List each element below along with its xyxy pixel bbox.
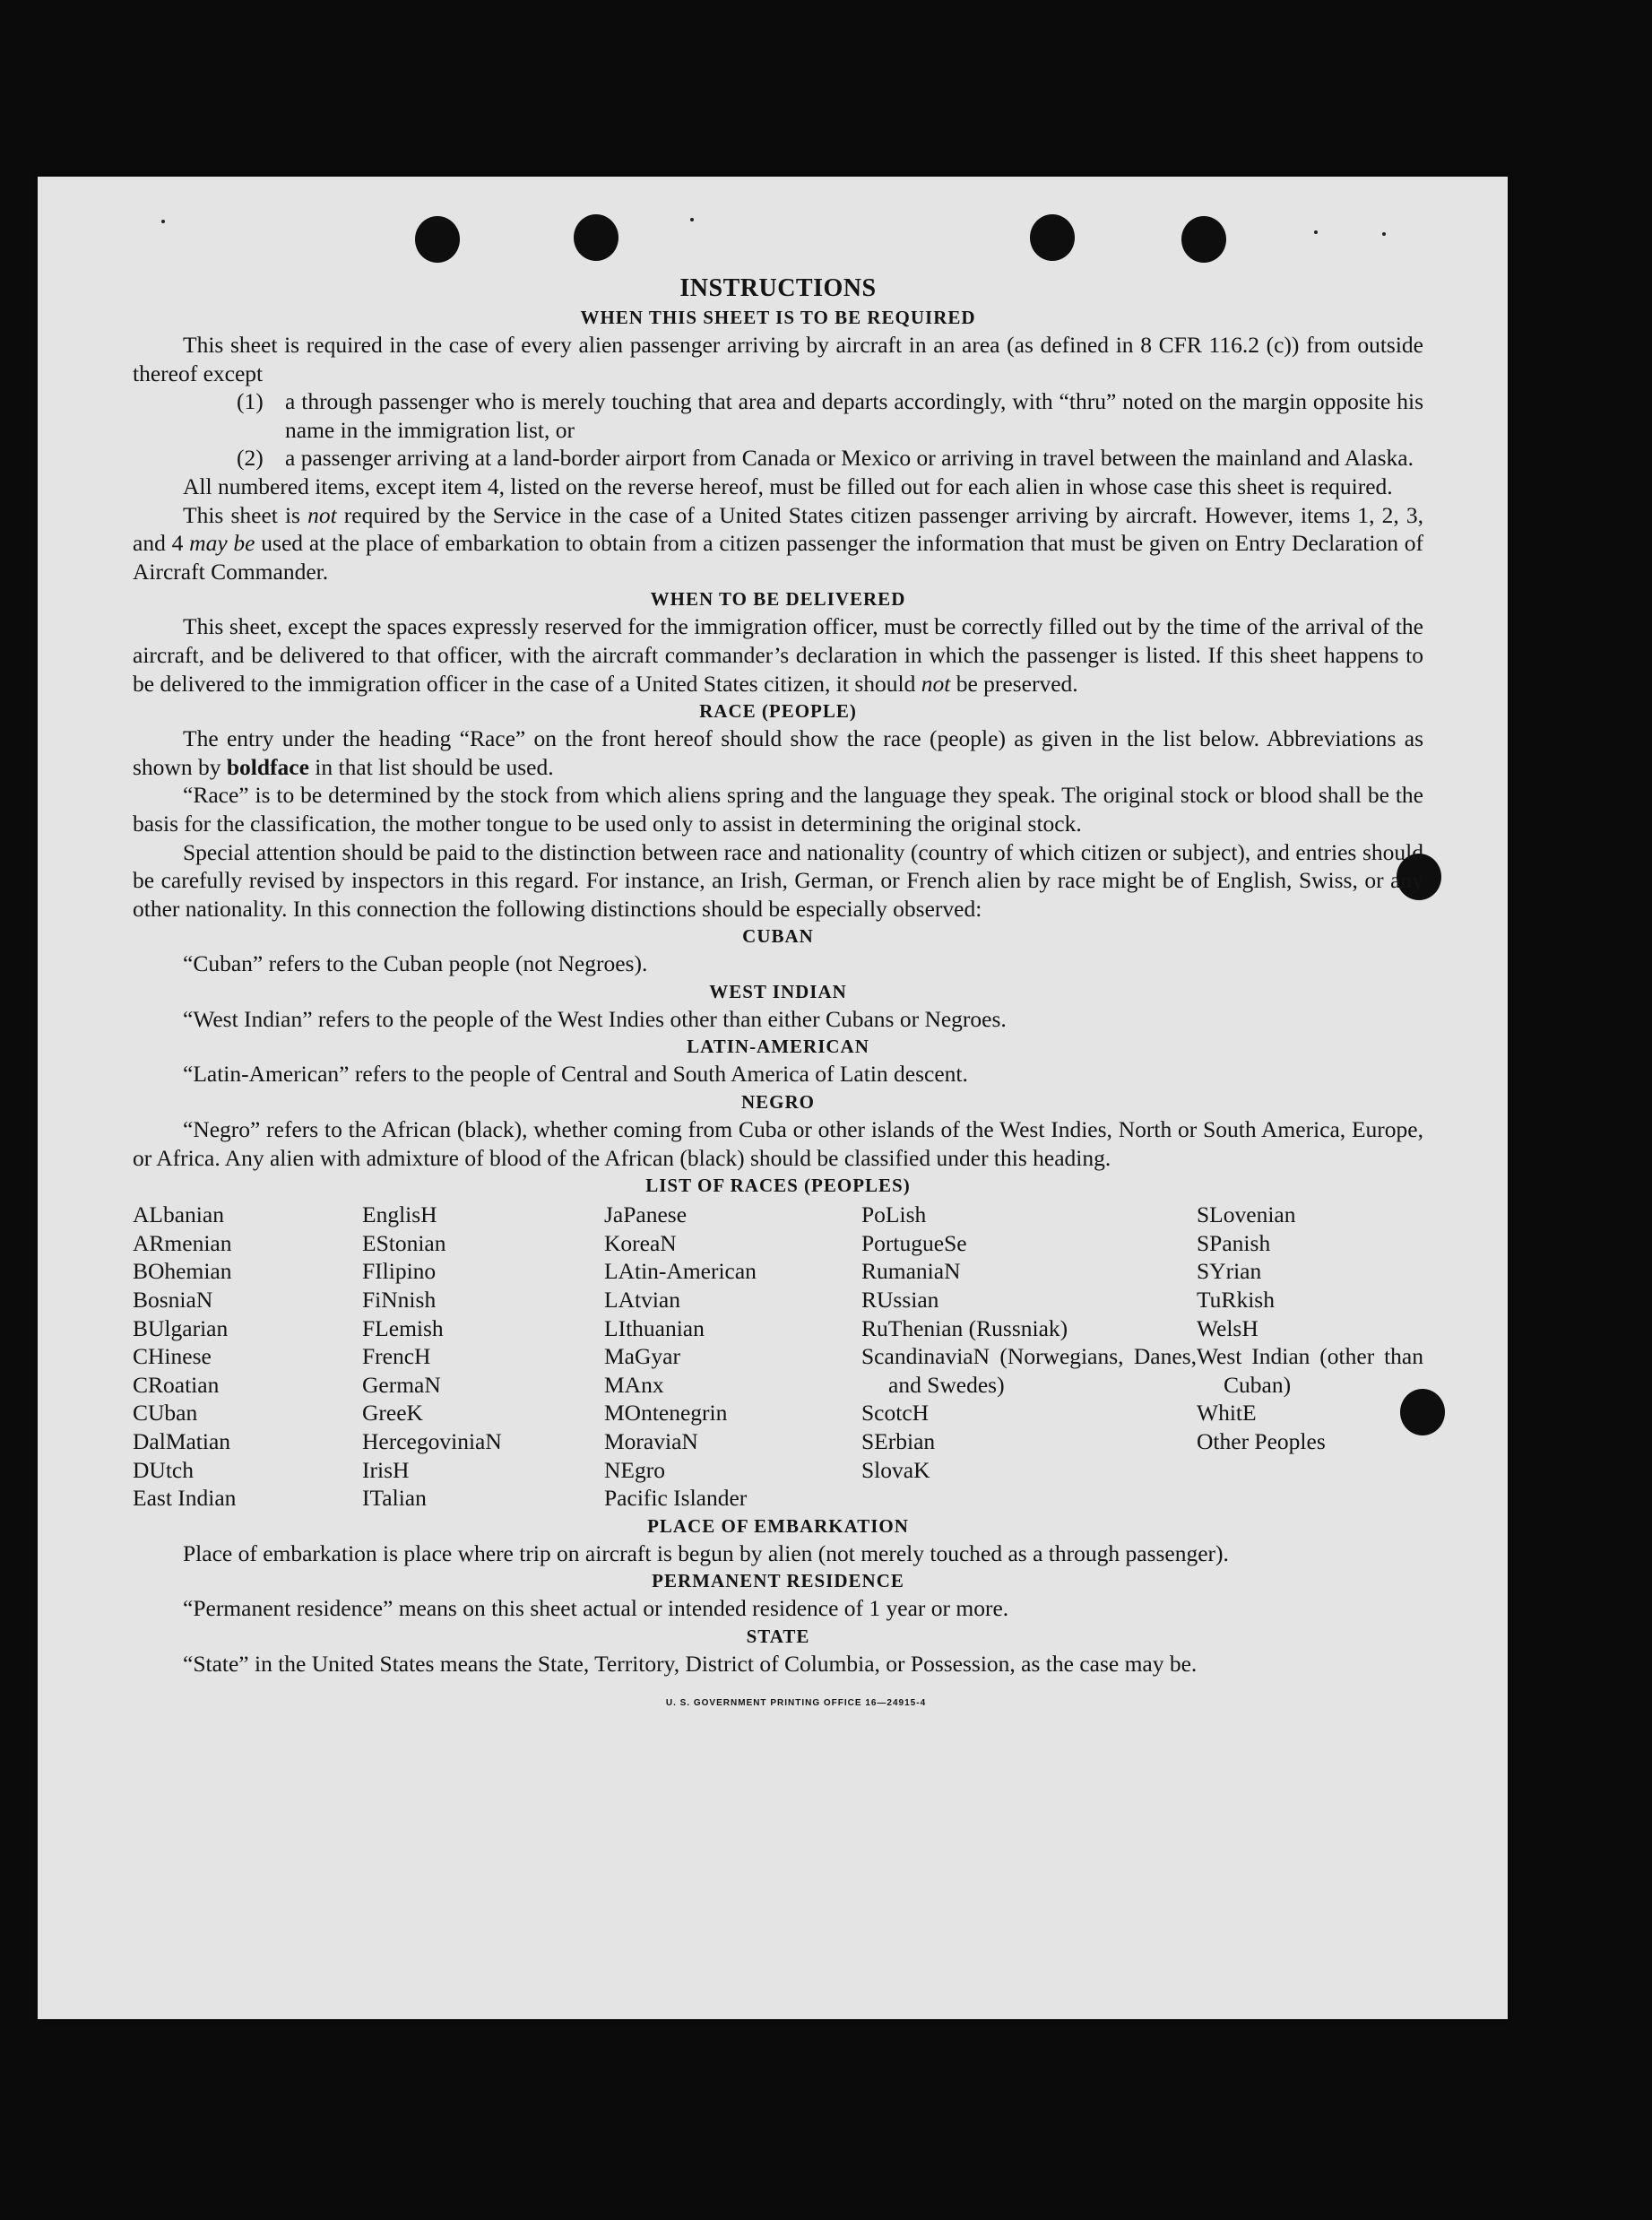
document-sheet xyxy=(38,177,1508,2019)
paragraph: “Race” is to be determined by the stock from which aliens spring and the language they speak. The original stock or blood shall be the basis for the classification, the mother tongue to be used only to assist in determining the original stock. xyxy=(133,782,1423,837)
text-run: This sheet is xyxy=(183,501,308,528)
race-entry: PoLish xyxy=(861,1201,927,1228)
race-entry: BOhemian xyxy=(133,1258,232,1285)
text-run: in that list should be used. xyxy=(308,753,554,780)
race-entry: FrencH xyxy=(362,1343,431,1370)
race-entry: IrisH xyxy=(362,1456,410,1483)
section-heading: WHEN THIS SHEET IS TO BE REQUIRED xyxy=(580,307,976,328)
paragraph: “Permanent residence” means on this sheet actual or intended residence of 1 year or more. xyxy=(183,1595,1009,1622)
paragraph xyxy=(133,612,1423,698)
race-entry: PortugueSe xyxy=(861,1229,967,1256)
paper-speck xyxy=(690,218,694,221)
race-entry: FIlipino xyxy=(362,1258,437,1285)
emphasis-text: not xyxy=(921,670,951,697)
race-entry: MaGyar xyxy=(604,1343,680,1370)
race-entry: LIthuanian xyxy=(604,1314,705,1341)
race-entry: FLemish xyxy=(362,1314,444,1341)
race-entry: DUtch xyxy=(133,1456,194,1483)
race-entry: ITalian xyxy=(362,1485,427,1512)
list-text: a passenger arriving at a land-border airport from Canada or Mexico or arriving in travel between the mainland and Alaska. xyxy=(285,445,1414,472)
punch-hole xyxy=(1181,216,1226,263)
race-entry: SlovaK xyxy=(861,1456,930,1483)
instructions-content xyxy=(133,273,1423,1717)
paragraph: Special attention should be paid to the distinction between race and nationality (country of which citizen or subject), and entries should be carefully revised by inspectors in this regard. For instance, an Irish, German, or French alien by race might be of English, Swiss, or any other nationality. In this connection the following distinctions should be especially observed: xyxy=(133,838,1423,922)
section-heading: PERMANENT RESIDENCE xyxy=(652,1570,904,1592)
page-title: INSTRUCTIONS xyxy=(679,274,877,302)
text-run: This sheet, except the spaces expressly reserved for the immigration officer, must be correctly filled out by the time of the arrival of the aircraft, and be delivered to that officer, with the aircraft commander’s declaration in which the passenger is listed. If this sheet happens to be delivered to the immigration officer in the case of a United States citizen, it should xyxy=(133,613,1423,697)
punch-hole xyxy=(415,216,460,263)
race-entry: NEgro xyxy=(604,1456,665,1483)
race-entry: ScotcH xyxy=(861,1400,930,1427)
race-entry: RumaniaN xyxy=(861,1258,961,1285)
race-entry: WelsH xyxy=(1197,1314,1258,1341)
race-entry: TuRkish xyxy=(1197,1287,1275,1314)
races-column xyxy=(604,1201,861,1513)
races-column xyxy=(1197,1201,1423,1513)
race-entry: ScandinaviaN (Norwegians, Danes, and Swedes) xyxy=(861,1343,1197,1398)
race-entry: WhitE xyxy=(1197,1400,1257,1427)
emphasis-text: not xyxy=(307,501,337,528)
race-entry: EStonian xyxy=(362,1229,446,1256)
race-entry: CRoatian xyxy=(133,1371,220,1398)
race-entry: MoraviaN xyxy=(604,1428,698,1454)
race-entry: FiNnish xyxy=(362,1287,437,1314)
section-heading: LATIN-AMERICAN xyxy=(687,1036,869,1058)
race-entry: CUban xyxy=(133,1400,198,1427)
emphasis-text: may be xyxy=(189,530,255,557)
paragraph: This sheet is required in the case of every alien passenger arriving by aircraft in an area (as defined in 8 CFR 116.2 (c)) from outside thereof except xyxy=(133,332,1423,386)
text-run: required by the Service in the case of a United States citizen passenger arriving by aircraft. However, items 1, 2, 3, and 4 xyxy=(133,501,1423,557)
races-column xyxy=(362,1201,604,1513)
race-entry: Pacific Islander xyxy=(604,1485,748,1512)
printer-imprint: U. S. GOVERNMENT PRINTING OFFICE 16—24915-4 xyxy=(665,1697,927,1708)
races-column xyxy=(861,1201,1197,1513)
list-item xyxy=(133,444,1423,473)
paragraph: All numbered items, except item 4, listed on the reverse hereof, must be filled out for each alien in whose case this sheet is required. xyxy=(183,473,1393,499)
paragraph: “State” in the United States means the State, Territory, District of Columbia, or Possession, as the case may be. xyxy=(183,1650,1198,1677)
paragraph xyxy=(133,501,1423,586)
section-heading: LIST OF RACES (PEOPLES) xyxy=(645,1175,911,1197)
race-entry: ALbanian xyxy=(133,1201,224,1228)
paper-speck xyxy=(161,220,165,223)
paragraph: “Latin-American” refers to the people of Central and South America of Latin descent. xyxy=(183,1061,968,1088)
race-entry: SPanish xyxy=(1197,1229,1271,1256)
race-entry: HercegoviniaN xyxy=(362,1428,502,1454)
race-entry: SLovenian xyxy=(1197,1201,1296,1228)
race-entry: DalMatian xyxy=(133,1428,231,1454)
race-entry: LAtvian xyxy=(604,1287,680,1314)
race-entry: West Indian (other than Cuban) xyxy=(1197,1343,1423,1398)
section-heading: STATE xyxy=(746,1625,810,1647)
section-heading: CUBAN xyxy=(742,925,814,948)
race-entry: KoreaN xyxy=(604,1229,677,1256)
race-entry: ARmenian xyxy=(133,1229,232,1256)
text-run: be preserved. xyxy=(950,670,1078,697)
section-heading: RACE (PEOPLE) xyxy=(699,700,857,723)
punch-hole xyxy=(574,214,618,261)
race-entry: SErbian xyxy=(861,1428,936,1454)
race-entry: JaPanese xyxy=(604,1201,688,1228)
race-entry: EnglisH xyxy=(362,1201,437,1228)
section-heading: NEGRO xyxy=(740,1091,815,1114)
race-entry: LAtin-American xyxy=(604,1258,757,1285)
race-entry: SYrian xyxy=(1197,1258,1262,1285)
bold-text: boldface xyxy=(226,753,309,780)
paper-speck xyxy=(1382,232,1386,236)
races-column xyxy=(133,1201,362,1513)
race-entry: BosniaN xyxy=(133,1287,213,1314)
text-run: The entry under the heading “Race” on the front hereof should show the race (people) as given in the list below. Abbreviations as shown by xyxy=(133,725,1423,780)
list-number: (1) xyxy=(237,388,264,415)
punch-hole xyxy=(1030,214,1075,261)
text-run: used at the place of embarkation to obtain from a citizen passenger the information that must be given on Entry Declaration of Aircraft Commander. xyxy=(133,530,1423,585)
race-entry: MAnx xyxy=(604,1371,664,1398)
race-entry: GreeK xyxy=(362,1400,423,1427)
paragraph: “Cuban” refers to the Cuban people (not Negroes). xyxy=(183,950,648,977)
paragraph xyxy=(133,724,1423,781)
paragraph: “West Indian” refers to the people of the West Indies other than either Cubans or Negroes. xyxy=(183,1005,1007,1032)
section-heading: WHEN TO BE DELIVERED xyxy=(650,588,906,611)
race-entry: BUlgarian xyxy=(133,1314,229,1341)
race-entry: CHinese xyxy=(133,1343,212,1370)
race-entry: East Indian xyxy=(133,1485,237,1512)
list-number: (2) xyxy=(237,445,264,472)
race-entry: RUssian xyxy=(861,1287,939,1314)
race-entry: GermaN xyxy=(362,1371,441,1398)
race-entry: RuThenian (Russniak) xyxy=(861,1314,1068,1341)
race-entry: MOntenegrin xyxy=(604,1400,728,1427)
section-heading: WEST INDIAN xyxy=(709,980,847,1002)
race-entry: Other Peoples xyxy=(1197,1428,1326,1454)
races-list xyxy=(133,1201,1423,1513)
section-heading: PLACE OF EMBARKATION xyxy=(647,1514,909,1537)
paragraph: “Negro” refers to the African (black), whether coming from Cuba or other islands of the West Indies, North or South America, Europe, or Africa. Any alien with admixture of blood of the African (black) should be classified under this heading. xyxy=(133,1116,1423,1171)
paragraph: Place of embarkation is place where trip on aircraft is begun by alien (not merely touched as a through passenger). xyxy=(183,1539,1229,1566)
list-text: a through passenger who is merely touching that area and departs accordingly, with “thru” noted on the margin opposite his name in the immigration list, or xyxy=(285,388,1423,443)
list-item xyxy=(133,387,1423,444)
paper-speck xyxy=(1314,230,1318,234)
